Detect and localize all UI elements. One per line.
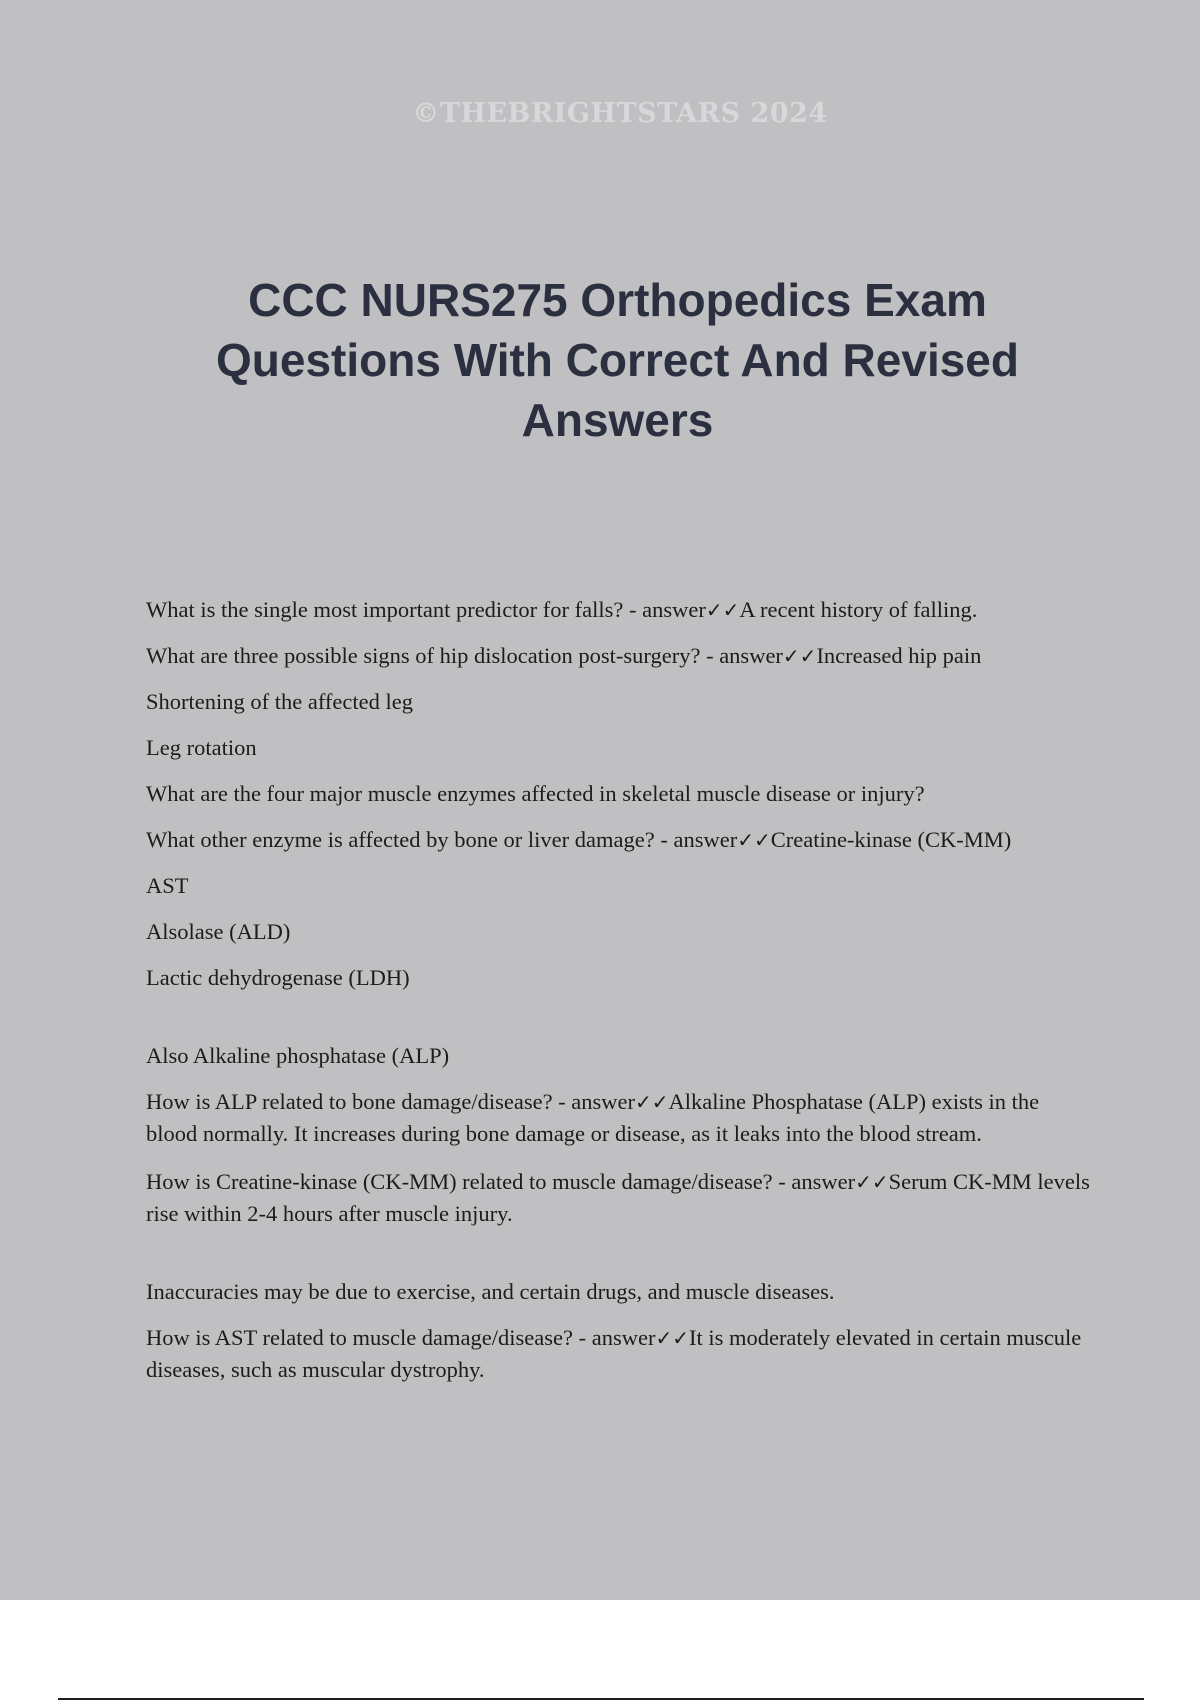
check-icon: ✓✓ (635, 1090, 669, 1114)
question-text: How is ALP related to bone damage/disease? - answer (146, 1089, 636, 1114)
check-icon: ✓✓ (782, 644, 817, 668)
document-title: CCC NURS275 Orthopedics Exam Questions With Correct And Revised Answers (215, 274, 1019, 446)
qa-item (146, 594, 1091, 626)
question-line: What are the four major muscle enzymes affected in skeletal muscle disease or injury? (146, 781, 925, 806)
question-text: How is Creatine-kinase (CK-MM) related to muscle damage/disease? - answer (146, 1169, 856, 1194)
answer-text: Creatine-kinase (CK-MM) (770, 827, 1012, 852)
answer-text: A recent history of falling. (739, 597, 978, 622)
answer-text: Increased hip pain (816, 643, 982, 668)
answer-line: Also Alkaline phosphatase (ALP) (146, 1043, 450, 1068)
qa-item (146, 824, 1091, 856)
qa-item (146, 1322, 1091, 1386)
answer-text: Alkaline Phosphatase (ALP) exists in the blood normally. It increases during bone damage or disease, as it leaks into the blood stream. (146, 1089, 1040, 1146)
question-text: What other enzyme is affected by bone or liver damage? - answer (146, 827, 738, 852)
answer-text: Serum CK-MM levels rise within 2-4 hours after muscle injury. (146, 1169, 1090, 1226)
qa-item (146, 1086, 1091, 1150)
check-icon: ✓✓ (737, 828, 771, 852)
check-icon: ✓✓ (655, 1326, 689, 1350)
check-icon: ✓✓ (705, 598, 740, 622)
answer-line: Shortening of the affected leg (146, 689, 413, 714)
answer-line: Lactic dehydrogenase (LDH) (146, 965, 410, 990)
document-body (146, 594, 1091, 1402)
answer-line: Alsolase (ALD) (146, 919, 291, 944)
qa-item (146, 1166, 1091, 1230)
answer-line: Inaccuracies may be due to exercise, and certain drugs, and muscle diseases. (146, 1279, 835, 1304)
check-icon: ✓✓ (855, 1170, 889, 1194)
question-text: What are three possible signs of hip dislocation post-surgery? - answer (146, 643, 783, 668)
question-text: What is the single most important predictor for falls? - answer (146, 597, 706, 622)
qa-item (146, 640, 1091, 672)
copyright-watermark: ©THEBRIGHTSTARS 2024 (412, 98, 828, 129)
question-text: How is AST related to muscle damage/disease? - answer (146, 1325, 656, 1350)
answer-line: Leg rotation (146, 735, 257, 760)
answer-text: It is moderately elevated in certain muscule diseases, such as muscular dystrophy. (146, 1325, 1082, 1382)
answer-line: AST (146, 873, 189, 898)
